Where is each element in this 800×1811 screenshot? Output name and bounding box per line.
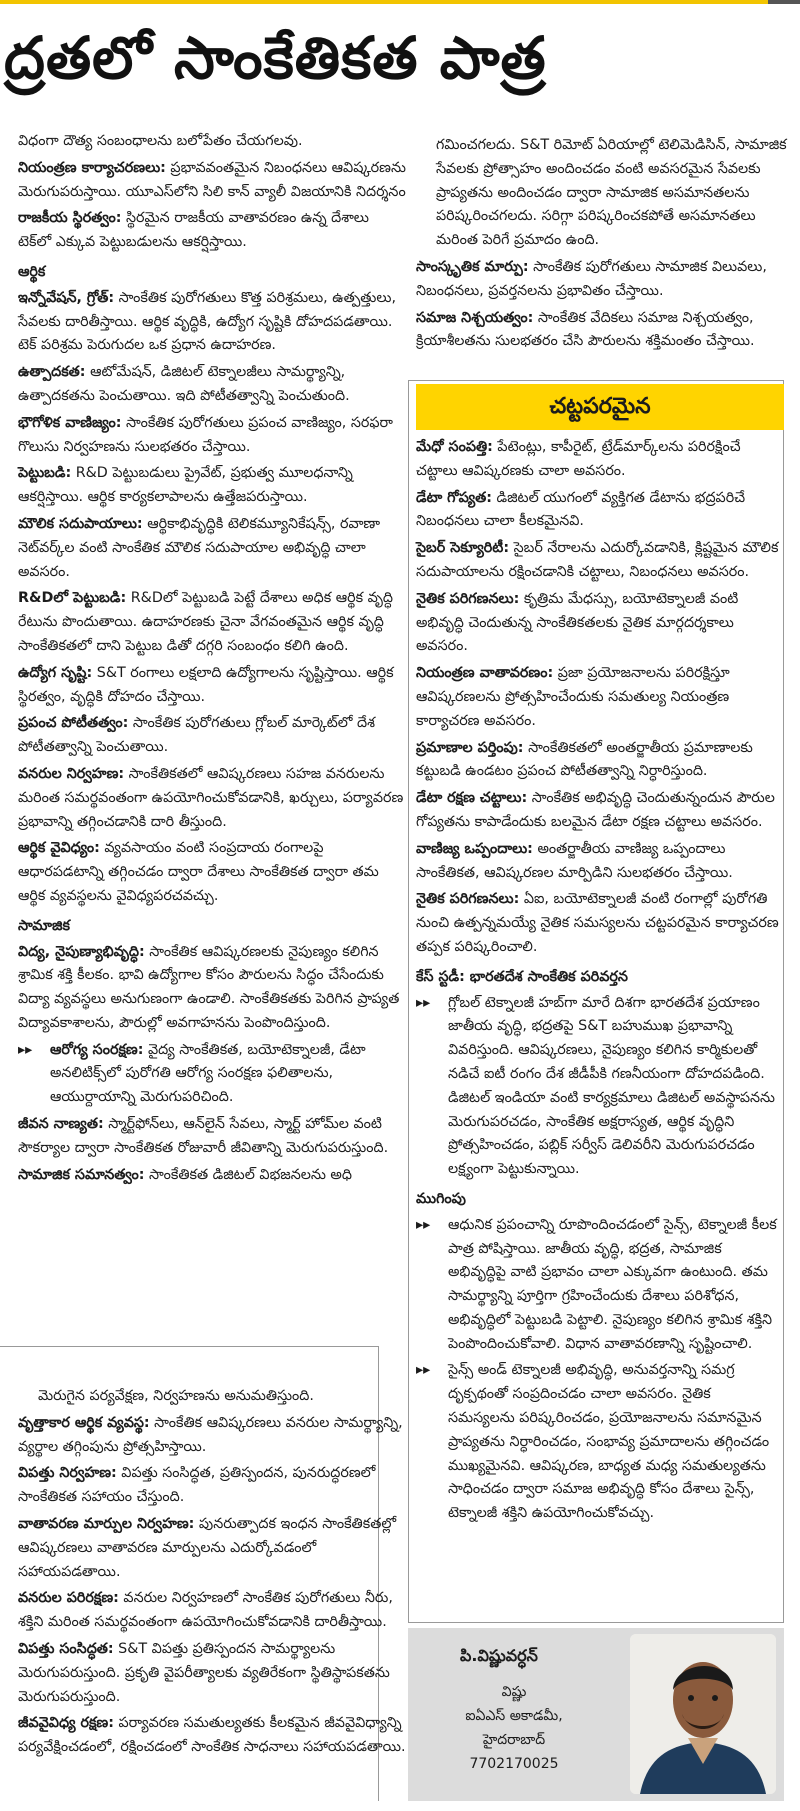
item-text: సాంకేతిక ఆవిష్కరణలకు నైపుణ్యం కలిగిన శ్రామిక శక్తి కీలకం. భావి ఉద్యోగాల కోసం పౌరులను సిద్ధం చేసేందుకు విద్యా వ్యవస్థలు అనుగుణంగా ఉండాలి. సాంకేతికతకు పెరిగిన ప్రాప్యత విద్యావకాశాలను, పౌరుల్లో అవగాహనను పెంపొందిస్తుంది.	[18, 943, 400, 1031]
item-text: సాంకేతిక పురోగతులు సామాజిక విలువలు, నిబంధనలు, ప్రవర్తనలను ప్రభావితం చేస్తాయి.	[416, 258, 767, 299]
item-paragraph	[18, 1712, 406, 1760]
section-heading: సామాజిక	[18, 917, 70, 934]
bullet-paragraph	[416, 1359, 780, 1526]
bullet-paragraph	[416, 992, 780, 1182]
legal-banner: చట్టపరమైన	[416, 384, 784, 430]
item-paragraph	[18, 462, 406, 510]
item-label: నైతిక పరిగణనలు:	[416, 590, 520, 607]
paragraph: విధంగా దౌత్య సంబంధాలను బలోపేతం చేయగలవు.	[18, 133, 303, 149]
item-text: సాంకేతికత డిజిటల్ విభజనలను అధి	[144, 1166, 352, 1183]
bullet-paragraph	[416, 1214, 780, 1357]
item-label: డేటా గోప్యత:	[416, 489, 492, 506]
item-paragraph	[18, 157, 406, 205]
item-text: ప్రజా ప్రయోజనాలను పరిరక్షిస్తూ ఆవిష్కరణలను ప్రోత్సహించేందుకు సమతుల్య నియంత్రణ కార్యాచరణ అవసరం.	[416, 665, 730, 729]
item-paragraph	[18, 513, 406, 584]
item-text: కృత్రిమ మేధస్సు, బయోటెక్నాలజీ వంటి అభివృద్ధి చెందుతున్న సాంకేతికతలకు నైతిక మార్గదర్శకాలు అవసరం.	[416, 590, 739, 655]
item-label: ఉత్పాదకత:	[18, 364, 86, 381]
item-text: వైద్య సాంకేతికత, బయోటెక్నాలజీ, డేటా అనలిటిక్స్‌లో పురోగతి ఆరోగ్య సంరక్షణ ఫలితాలను, ఆయుర్దాయాన్ని మెరుగుపరిచింది.	[50, 1041, 366, 1106]
item-paragraph	[18, 287, 406, 358]
item-text: R&D పెట్టుబడులు ప్రైవేట్, ప్రభుత్వ మూలధనాన్ని ఆకర్షిస్తాయి. ఆర్థిక కార్యకలాపాలను ఉత్తేజపరుస్తాయి.	[18, 465, 353, 506]
item-text: సైన్స్ అండ్ టెక్నాలజీ అభివృద్ధి, అనువర్తనాన్ని సమగ్ర దృక్పథంతో సంప్రదించడం చాలా అవసరం. నైతిక సమస్యలను పరిష్కరించడం, ప్రయోజనాలను సమానమైన ప్రాప్యతను నిర్ధారించడం, సంభావ్య ప్రమాదాలను తగ్గించడం ముఖ్యమైనవి. ఆవిష్కరణ, బాధ్యత మధ్య సమతుల్యతను సాధించడం ద్వారా సమాజ అభివృద్ధి కోసం దేశాలు సైన్స్, టెక్నాలజీ శక్తిని ఉపయోగించుకోవచ్చు.	[448, 1362, 770, 1522]
bullet-paragraph	[18, 1039, 406, 1110]
item-text: ఆధునిక ప్రపంచాన్ని రూపొందించడంలో సైన్స్, టెక్నాలజీ కీలక పాత్ర పోషిస్తాయి. జాతీయ వృద్ధి, భద్రత, సామాజిక అభివృద్ధిపై వాటి ప్రభావం చాలా ఎక్కువగా ఉంటుంది. తమ సామర్థ్యాన్ని పూర్తిగా గ్రహించేందుకు దేశాలు పరిశోధన, అభివృద్ధిలో పెట్టుబడి పెట్టాలి. నైపుణ్యం కలిగిన శ్రామిక శక్తిని పెంపొందించుకోవాలి. విధాన వాతావరణాన్ని సృష్టించాలి.	[448, 1216, 777, 1352]
section-heading: కేస్ స్టడీ: భారతదేశ సాంకేతిక పరివర్తన	[416, 968, 628, 985]
item-paragraph	[18, 1587, 406, 1635]
item-paragraph	[18, 763, 406, 834]
top-tab	[768, 0, 800, 4]
item-paragraph	[416, 662, 780, 733]
article-headline: ద్రతలో సాంకేతికత పాత్ర	[4, 24, 547, 92]
item-label: ఉద్యోగ సృష్టి:	[18, 664, 93, 681]
item-text: అంతర్జాతీయ వాణిజ్య ఒప్పందాలు సాంకేతికత, ఆవిష్కరణల మార్పిడిని సులభతరం చేస్తాయి.	[416, 840, 733, 881]
item-text: S&T రంగాలు లక్షలాది ఉద్యోగాలను సృష్టిస్తాయి. ఆర్థిక స్థిరత్వం, వృద్ధికి దోహదం చేస్తాయి.	[18, 664, 394, 705]
item-text: సాంకేతిక పురోగతులు గ్లోబల్ మార్కెట్‌లో దేశ పోటీతత్వాన్ని పెంచుతాయి.	[18, 715, 376, 756]
double-arrow-icon: ▸▸	[416, 1362, 431, 1379]
item-paragraph	[18, 207, 406, 255]
author-card	[408, 1628, 784, 1801]
item-label: ప్రమాణాల పర్తింపు:	[416, 739, 524, 756]
item-paragraph	[416, 256, 790, 304]
item-label: ఆర్థిక వైవిధ్యం:	[18, 840, 100, 857]
item-paragraph	[416, 307, 790, 355]
author-academy: ఐఏఎస్ అకాడమీ,	[465, 1708, 563, 1724]
item-paragraph	[18, 1638, 406, 1709]
left-column-top	[18, 130, 406, 1190]
item-text: సాంకేతికతలో ఆవిష్కరణలు సహజ వనరులను మరింత సమర్థవంతంగా ఉపయోగించుకోవడానికి, ఖర్చులు, పర్యావరణ ప్రభావాన్ని తగ్గించడానికి దారి తీస్తుంది.	[18, 765, 404, 830]
item-paragraph	[416, 537, 780, 585]
double-arrow-icon: ▸▸	[18, 1041, 33, 1058]
item-text: సాంకేతిక వేదికలు సమాజ నిశ్చయత్వం, క్రియాశీలతను సులభతరం చేసి పౌరులను శక్తిమంతం చేస్తాయి.	[416, 309, 755, 350]
item-paragraph	[18, 1164, 406, 1188]
item-label: ఇన్నోవేషన్, గ్రోత్:	[18, 289, 115, 306]
author-phone: 7702170025	[469, 1756, 559, 1772]
item-text: సాంకేతికతలో అంతర్జాతీయ ప్రమాణాలకు కట్టుబడి ఉండటం ప్రపంచ పోటీతత్వాన్ని నిర్ధారిస్తుంది.	[416, 739, 753, 780]
item-text: పర్యావరణ సమతుల్యతకు కీలకమైన జీవవైవిధ్యాన్ని పర్యవేక్షించడంలో, రక్షించడంలో సాంకేతిక సాధనాలు సహాయపడతాయి.	[18, 1715, 406, 1756]
item-text: ఆర్థికాభివృద్ధికి టెలికమ్యూనికేషన్స్, రవాణా నెట్‌వర్క్‌ల వంటి సాంకేతిక మౌలిక సదుపాయాల అభివృద్ధి చాలా అవసరం.	[18, 515, 381, 580]
item-label: జీవవైవిధ్య రక్షణ:	[18, 1715, 114, 1732]
legal-box-content	[416, 436, 780, 1529]
author-name: పి.విష్ణువర్ధన్	[460, 1646, 538, 1665]
item-label: నియంత్రణ కార్యాచరణలు:	[18, 159, 166, 176]
item-label: పెట్టుబడి:	[18, 465, 72, 482]
item-paragraph	[416, 588, 780, 659]
top-color-strip	[0, 0, 800, 4]
item-paragraph	[18, 361, 406, 409]
item-text: విపత్తు సంసిద్ధత, ప్రతిస్పందన, పునరుద్ధరణలో సాంకేతికత సహాయం చేస్తుంది.	[18, 1465, 376, 1506]
item-paragraph	[416, 888, 780, 959]
item-label: విపత్తు నిర్వహణ:	[18, 1465, 117, 1482]
item-text: సాంకేతిక పురోగతులు కొత్త పరిశ్రమలు, ఉత్పత్తులు, సేవలకు దారితీస్తాయి. ఆర్థిక వృద్ధికి, ఉద్యోగ సృష్టికి దోహదపడతాయి. టెక్ పరిశ్రమ పెరుగుదల ఒక ప్రధాన ఉదాహరణ.	[18, 289, 396, 354]
double-arrow-icon: ▸▸	[416, 1216, 431, 1233]
item-text: స్మార్ట్‌ఫోన్‌లు, ఆన్‌లైన్ సేవలు, స్మార్ట్ హోమ్‌ల వంటి సౌకర్యాల ద్వారా సాంకేతికత రోజువారీ జీవితాన్ని మెరుగుపరుస్తుంది.	[18, 1116, 389, 1156]
item-label: సైబర్ సెక్యూరిటీ:	[416, 540, 510, 557]
item-text: గ్లోబల్ టెక్నాలజీ హబ్‌గా మారే దిశగా భారతదేశ ప్రయాణం జాతీయ వృద్ధి, భద్రతపై S&T బహుముఖ ప్రభావాన్ని వివరిస్తుంది. ఆవిష్కరణలు, నైపుణ్యం కలిగిన కార్మికులతో నడిచే ఐటీ రంగం దేశ జీడీపీకి గణనీయంగా దోహదపడింది. డిజిటల్ ఇండియా వంటి కార్యక్రమాలు డిజిటల్ అవస్థాపనను మెరుగుపరచడం, సాంకేతిక అక్షరాస్యత, ఆర్థిక వృద్ధిని ప్రోత్సహించడం, పబ్లిక్ సర్వీస్ డెలివరీని మెరుగుపరచడం లక్ష్యంగా పెట్టుకున్నాయి.	[448, 994, 776, 1178]
item-paragraph	[18, 1113, 406, 1161]
item-paragraph	[416, 436, 780, 484]
item-label: ప్రపంచ పోటీతత్వం:	[18, 715, 129, 732]
item-text: పునరుత్పాదక ఇంధన సాంకేతికతల్లో ఆవిష్కరణలు వాతావరణ మార్పులను ఎదుర్కోవడంలో సహాయపడతాయి.	[18, 1515, 397, 1580]
item-paragraph	[18, 941, 406, 1036]
item-text: సాంకేతిక అభివృద్ధి చెందుతున్నందున పౌరుల గోప్యతను కాపాడేందుకు బలమైన డేటా రక్షణ చట్టాలు అవసరం.	[416, 790, 775, 830]
author-photo	[630, 1634, 776, 1794]
item-paragraph	[18, 587, 406, 658]
column-divider	[0, 1346, 378, 1347]
item-text: సైబర్ నేరాలను ఎదుర్కోవడానికి, క్లిష్టమైన మౌలిక సదుపాయాలను రక్షించడానికి చట్టాలు, నిబంధనలు అవసరం.	[416, 540, 779, 580]
item-label: వృత్తాకార ఆర్థిక వ్యవస్థ:	[18, 1414, 150, 1431]
left-column-bottom	[18, 1385, 406, 1763]
item-paragraph	[18, 412, 406, 460]
item-label: సామాజిక సమానత్వం:	[18, 1166, 145, 1183]
item-text: వనరుల నిర్వహణలో సాంకేతిక పురోగతులు నీరు, శక్తిని మరింత సమర్థవంతంగా ఉపయోగించుకోవడానికి దారితీస్తాయి.	[18, 1590, 393, 1631]
item-text: R&Dలో పెట్టుబడి పెట్టే దేశాలు అధిక ఆర్థిక వృద్ధి రేటును పొందుతాయి. ఉదాహరణకు చైనా వేగవంతమైన ఆర్థిక వృద్ధి సాంకేతికతలో దాని పెట్టుబ డితో దగ్గరి సంబంధం కలిగి ఉంది.	[18, 590, 393, 654]
item-label: వాతావరణ మార్పుల నిర్వహణ:	[18, 1515, 195, 1532]
item-paragraph	[18, 662, 406, 710]
item-paragraph	[416, 787, 780, 835]
item-label: జీవన నాణ్యత:	[18, 1116, 104, 1133]
item-text: సాంకేతిక పురోగతులు ప్రపంచ వాణిజ్యం, సరఫరా గొలుసు నిర్వహణను సులభతరం చేస్తాయి.	[18, 414, 393, 455]
item-paragraph	[416, 838, 780, 886]
item-label: వనరుల నిర్వహణ:	[18, 765, 125, 782]
item-paragraph	[18, 837, 406, 908]
double-arrow-icon: ▸▸	[416, 994, 431, 1011]
item-text: ఆటోమేషన్, డిజిటల్ టెక్నాలజీలు సామర్థ్యాన్ని, ఉత్పాదకతను పెంచుతాయి. ఇది పోటీతత్వాన్ని పెంచుతుంది.	[18, 364, 350, 404]
item-text: పేటెంట్లు, కాపీరైట్, ట్రేడ్‌మార్క్‌లను పరిరక్షించే చట్టాలు ఆవిష్కరణకు చాలా అవసరం.	[416, 439, 741, 479]
item-label: R&Dలో పెట్టుబడి:	[18, 590, 127, 607]
item-label: సాంస్కృతిక మార్పు:	[416, 258, 529, 275]
item-paragraph	[416, 737, 780, 785]
section-heading: ఆర్థిక	[18, 263, 46, 280]
item-text: S&T విపత్తు ప్రతిస్పందన సామర్థ్యాలను మెరుగుపరుస్తుంది. ప్రకృతి వైపరీత్యాలకు వ్యతిరేకంగా స్థితిస్థాపకతను మెరుగుపరుస్తుంది.	[18, 1640, 390, 1705]
item-label: వాణిజ్య ఒప్పందాలు:	[416, 840, 533, 857]
item-label: రాజకీయ స్థిరత్వం:	[18, 210, 122, 227]
item-label: డేటా రక్షణ చట్టాలు:	[416, 790, 528, 807]
item-text: సాంకేతిక ఆవిష్కరణలు వనరుల సామర్థ్యాన్ని, వ్యర్థాల తగ్గింపును ప్రోత్సహిస్తాయి.	[18, 1414, 403, 1455]
item-label: సమాజ నిశ్చయత్వం:	[416, 309, 534, 326]
item-label: మేధో సంపత్తి:	[416, 439, 493, 455]
item-label: నియంత్రణ వాతావరణం:	[416, 665, 554, 682]
item-text: వ్యవసాయం వంటి సంప్రదాయ రంగాలపై ఆధారపడటాన్ని తగ్గించడం ద్వారా దేశాలు సాంకేతికత ద్వారా తమ ఆర్థిక వ్యవస్థలను వైవిధ్యపరచవచ్చు.	[18, 840, 379, 904]
item-paragraph	[416, 487, 780, 535]
item-paragraph	[18, 712, 406, 760]
item-paragraph	[18, 1462, 406, 1510]
paragraph: గమించగలదు. S&T రిమోట్ ఏరియాల్లో టెలిమెడిసిన్, సామాజిక సేవలకు ప్రోత్సాహం అందించడం వంటి అవసరమైన సేవలకు ప్రాప్యతను అందించడం ద్వారా సామాజిక అసమానతలను పరిష్కరించగలదు. సరిగ్గా పరిష్కరించకపోతే అసమానతలు మరింత పెరిగే ప్రమాదం ఉంది.	[436, 137, 787, 249]
item-label: భౌగోళిక వాణిజ్యం:	[18, 414, 122, 431]
item-label: విద్య, నైపుణ్యాభివృద్ధి:	[18, 943, 145, 960]
item-label: మౌలిక సదుపాయాలు:	[18, 515, 143, 532]
section-heading: ముగింపు	[416, 1190, 466, 1207]
item-paragraph	[18, 1412, 406, 1460]
author-portrait-icon	[630, 1634, 776, 1794]
author-city: హైదరాబాద్	[482, 1732, 546, 1748]
paragraph: మెరుగైన పర్యవేక్షణ, నిర్వహణను అనుమతిస్తుంది.	[38, 1388, 314, 1404]
item-label: వనరుల పరిరక్షణ:	[18, 1590, 119, 1607]
item-label: నైతిక పరిగణనలు:	[416, 891, 520, 908]
item-text: ప్రభావవంతమైన నిబంధనలు ఆవిష్కరణను మెరుగుపరుస్తాయి. యూఎస్‌లోని సిలి కాన్ వ్యాలీ విజయానికి నిదర్శనం	[18, 159, 406, 200]
item-text: డిజిటల్ యుగంలో వ్యక్తిగత డేటాను భద్రపరిచే నిబంధనలు చాలా కీలకమైనవి.	[416, 489, 746, 530]
item-text: స్థిరమైన రాజకీయ వాతావరణం ఉన్న దేశాలు టెక్‌లో ఎక్కువ పెట్టుబడులను ఆకర్షిస్తాయి.	[18, 210, 369, 251]
item-paragraph	[18, 1513, 406, 1584]
author-org: విష్ణు	[501, 1684, 527, 1700]
item-label: విపత్తు సంసిద్ధత:	[18, 1640, 114, 1657]
right-column-top	[416, 134, 790, 357]
item-label: ఆరోగ్య సంరక్షణ:	[50, 1041, 144, 1058]
item-text: ఏఐ, బయోటెక్నాలజీ వంటి రంగాల్లో పురోగతి నుంచి ఉత్పన్నమయ్యే నైతిక సమస్యలను చట్టపరమైన కార్యాచరణ తప్పక పరిష్కరించాలి.	[416, 891, 779, 955]
